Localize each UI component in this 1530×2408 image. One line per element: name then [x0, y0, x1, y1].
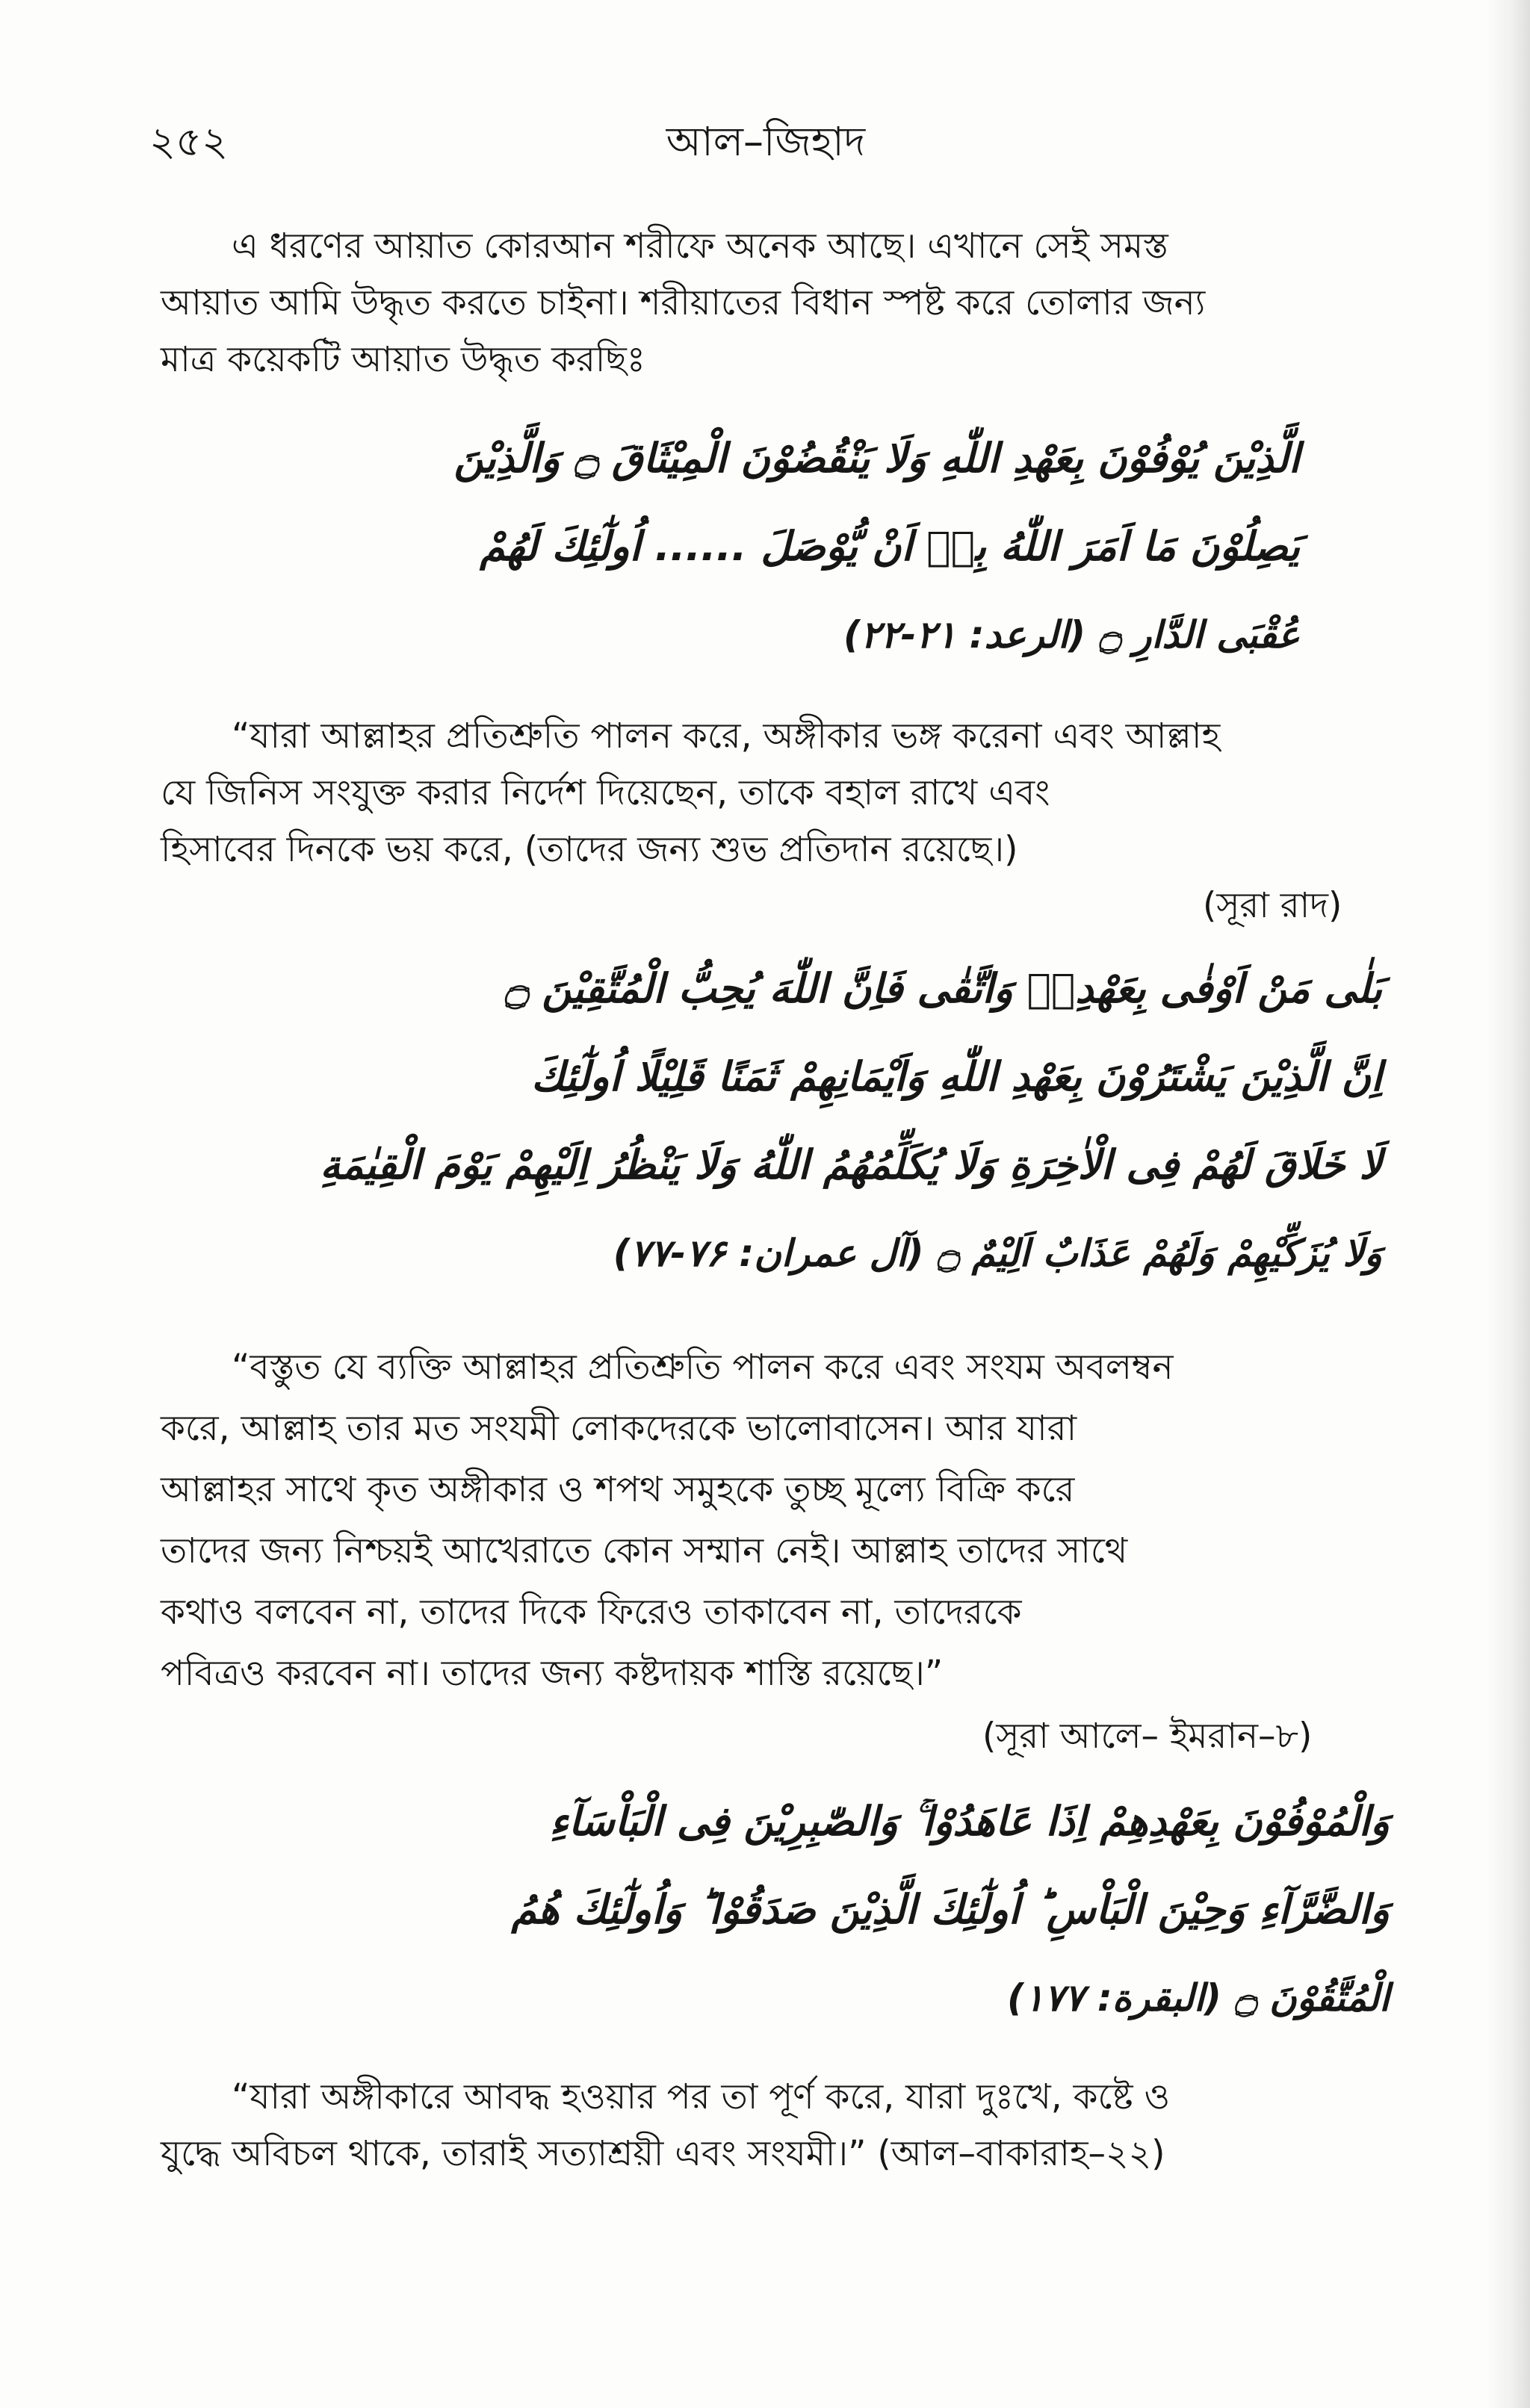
arabic-verse-line: بَلٰى مَنْ اَوْفٰى بِعَهْدِهٖ وَاتَّقٰى فَاِنَّ اللّٰهَ يُحِبُّ الْمُتَّقِيْنَ ۝ [504, 965, 1382, 1012]
arabic-verse-line: وَالْمُوْفُوْنَ بِعَهْدِهِمْ اِذَا عَاهَدُوْا ۚ وَالصّٰبِرِيْنَ فِى الْبَاْسَآءِ [549, 1798, 1390, 1845]
page-number: ২৫২ [149, 118, 229, 165]
arabic-verse-line: اِنَّ الَّذِيْنَ يَشْتَرُوْنَ بِعَهْدِ اللّٰهِ وَاَيْمَانِهِمْ ثَمَنًا قَلِيْلًا اُولٰٓئِكَ [531, 1053, 1382, 1100]
text-line: “যারা অঙ্গীকারে আবদ্ধ হওয়ার পর তা পূর্ণ করে, যারা দুঃখে, কষ্টে ও [232, 2076, 1171, 2117]
text-line: এ ধরণের আয়াত কোরআন শরীফে অনেক আছে। এখানে সেই সমস্ত [232, 226, 1168, 267]
arabic-verse-line: يَصِلُوْنَ مَا اَمَرَ اللّٰهُ بِهٖ اَنْ يُّوْصَلَ ...... اُولٰٓئِكَ لَهُمْ [480, 523, 1300, 570]
arabic-verse-line: لَا خَلَاقَ لَهُمْ فِى الْاٰخِرَةِ وَلَا يُكَلِّمُهُمُ اللّٰهُ وَلَا يَنْظُرُ اِلَيْهِمْ يَوْمَ الْقِيٰمَةِ [320, 1141, 1382, 1188]
text-line: যে জিনিস সংযুক্ত করার নির্দেশ দিয়েছেন, তাকে বহাল রাখে এবং [161, 772, 1050, 813]
text-line: কথাও বলবেন না, তাদের দিকে ফিরেও তাকাবেন না, তাদেরকে [161, 1592, 1022, 1633]
text-line: আল্লাহর সাথে কৃত অঙ্গীকার ও শপথ সমুহকে তুচ্ছ মূল্যে বিক্রি করে [161, 1469, 1075, 1510]
running-title: আল–জিহাদ [666, 118, 866, 165]
text-line: যুদ্ধে অবিচল থাকে, তারাই সত্যাশ্রয়ী এবং সংযমী।” (আল–বাকারাহ–২২) [161, 2133, 1165, 2174]
intro-paragraph [161, 218, 1386, 388]
translation-paragraph [161, 2069, 1401, 2182]
translation-paragraph [161, 1337, 1386, 1704]
arabic-verse-line: الْمُتَّقُوْنَ ۝ (البقرة: ۱۷۷) [1006, 1976, 1390, 2020]
surah-reference: (সূরা রাদ) [1203, 885, 1342, 926]
surah-reference: (সূরা আলে– ইমরান–৮) [982, 1716, 1313, 1757]
text-line: “বস্তুত যে ব্যক্তি আল্লাহর প্রতিশ্রুতি পালন করে এবং সংযম অবলম্বন [232, 1347, 1174, 1388]
text-line: তাদের জন্য নিশ্চয়ই আখেরাতে কোন সম্মান নেই। আল্লাহ তাদের সাথে [161, 1530, 1128, 1571]
text-line: “যারা আল্লাহর প্রতিশ্রুতি পালন করে, অঙ্গীকার ভঙ্গ করেনা এবং আল্লাহ [232, 716, 1221, 757]
arabic-verse-line: الَّذِيْنَ يُوْفُوْنَ بِعَهْدِ اللّٰهِ وَلَا يَنْقُضُوْنَ الْمِيْثَاقَ ۝ وَالَّذِيْنَ [453, 435, 1300, 482]
arabic-verse-block [284, 1778, 1390, 2042]
text-line: হিসাবের দিনকে ভয় করে, (তাদের জন্য শুভ প্রতিদান রয়েছে।) [161, 829, 1018, 870]
page-header [149, 112, 1382, 172]
arabic-verse-block [284, 415, 1300, 679]
page-edge-shadow [1485, 0, 1530, 2408]
text-line: করে, আল্লাহ তার মত সংযমী লোকদেরকে ভালোবাসেন। আর যারা [161, 1408, 1077, 1449]
text-line: পবিত্রও করবেন না। তাদের জন্য কষ্টদায়ক শাস্তি রয়েছে।” [161, 1653, 944, 1694]
arabic-verse-line: وَالضَّرَّآءِ وَحِيْنَ الْبَاْسِ ؕ اُولٰٓئِكَ الَّذِيْنَ صَدَقُوْا ؕ وَاُولٰٓئِكَ هُمُ [511, 1886, 1390, 1933]
text-line: আয়াত আমি উদ্ধৃত করতে চাইনা। শরীয়াতের বিধান স্পষ্ট করে তোলার জন্য [161, 282, 1206, 323]
translation-paragraph [161, 708, 1386, 878]
arabic-verse-line: وَلَا يُزَكِّيْهِمْ وَلَهُمْ عَذَابٌ اَلِيْمٌ ۝ (آل عمران: ۷۶-۷۷) [613, 1232, 1382, 1275]
arabic-verse-line: عُقْبَى الدَّارِ ۝ (الرعد: ۲۱-۲۲) [843, 613, 1300, 657]
arabic-verse-block [276, 945, 1382, 1297]
text-line: মাত্র কয়েকটি আয়াত উদ্ধৃত করছিঃ [161, 339, 645, 380]
